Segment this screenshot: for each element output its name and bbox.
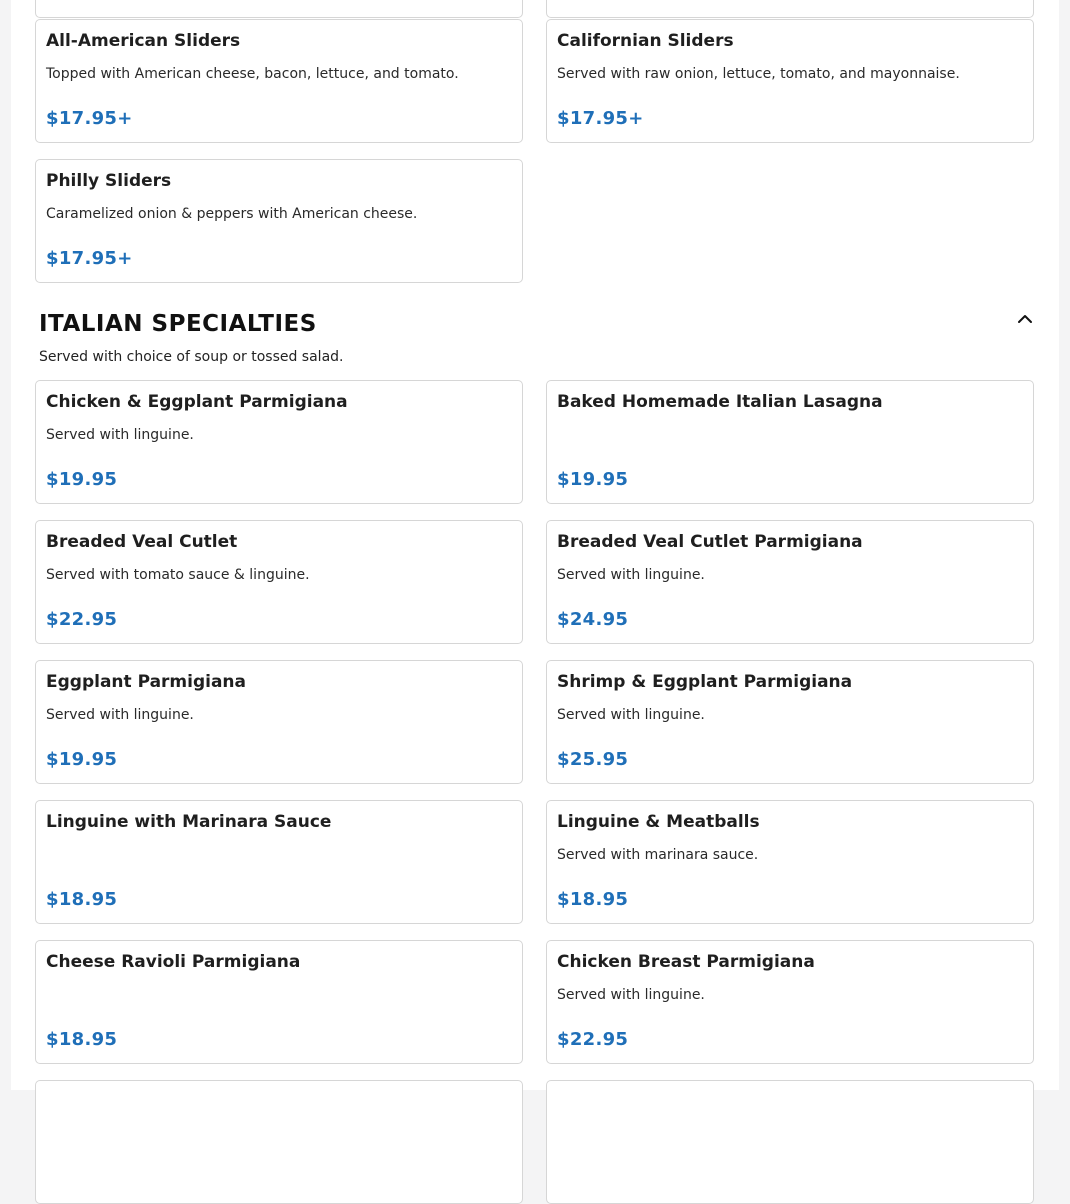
item-name: Cheese Ravioli Parmigiana [46, 952, 301, 972]
item-description: Served with linguine. [557, 567, 705, 583]
menu-item-card[interactable] [35, 520, 523, 644]
item-description: Served with linguine. [557, 707, 705, 723]
menu-item-card[interactable] [546, 520, 1034, 644]
item-description: Served with linguine. [46, 427, 194, 443]
item-name: Linguine & Meatballs [557, 812, 760, 832]
item-price: $17.95+ [557, 108, 644, 129]
item-price: $19.95 [557, 469, 629, 490]
menu-item-card[interactable] [35, 1080, 523, 1204]
item-name: Breaded Veal Cutlet Parmigiana [557, 532, 863, 552]
item-price: $19.95 [46, 749, 118, 770]
italian-specialties-grid [35, 380, 1034, 1204]
previous-items-row [35, 0, 1034, 18]
item-price: $17.95+ [46, 108, 133, 129]
item-name: Chicken Breast Parmigiana [557, 952, 815, 972]
menu-item-card[interactable] [35, 660, 523, 784]
item-name: Philly Sliders [46, 171, 172, 191]
menu-item-card[interactable] [546, 380, 1034, 504]
item-price: $18.95 [557, 889, 629, 910]
section-subtitle: Served with choice of soup or tossed salad. [39, 349, 344, 365]
sliders-grid [35, 19, 1034, 283]
menu-item-card[interactable] [35, 380, 523, 504]
item-price: $17.95+ [46, 248, 133, 269]
menu-item-card[interactable] [546, 800, 1034, 924]
menu-item-card[interactable] [546, 660, 1034, 784]
menu-item-card[interactable] [546, 19, 1034, 143]
menu-page [11, 0, 1059, 1090]
item-name: Breaded Veal Cutlet [46, 532, 238, 552]
menu-item-card[interactable] [35, 800, 523, 924]
menu-item-card[interactable] [35, 19, 523, 143]
item-name: Californian Sliders [557, 31, 734, 51]
item-name: All-American Sliders [46, 31, 241, 51]
section-title: ITALIAN SPECIALTIES [39, 311, 317, 337]
item-price: $18.95 [46, 1029, 118, 1050]
item-price: $24.95 [557, 609, 629, 630]
item-description: Served with tomato sauce & linguine. [46, 567, 310, 583]
item-price: $25.95 [557, 749, 629, 770]
item-description: Served with marinara sauce. [557, 847, 759, 863]
item-name: Shrimp & Eggplant Parmigiana [557, 672, 853, 692]
menu-item-card[interactable] [546, 0, 1034, 18]
menu-item-card[interactable] [546, 1080, 1034, 1204]
menu-item-card[interactable] [35, 940, 523, 1064]
item-name: Baked Homemade Italian Lasagna [557, 392, 883, 412]
menu-item-card[interactable] [35, 0, 523, 18]
menu-item-card[interactable] [546, 940, 1034, 1064]
item-description: Served with raw onion, lettuce, tomato, and mayonnaise. [557, 66, 960, 82]
item-name: Linguine with Marinara Sauce [46, 812, 332, 832]
item-description: Caramelized onion & peppers with American cheese. [46, 206, 418, 222]
item-name: Eggplant Parmigiana [46, 672, 247, 692]
menu-item-card[interactable] [35, 159, 523, 283]
item-price: $18.95 [46, 889, 118, 910]
chevron-up-icon[interactable] [1014, 307, 1036, 329]
item-description: Served with linguine. [557, 987, 705, 1003]
item-description: Topped with American cheese, bacon, lettuce, and tomato. [46, 66, 459, 82]
item-price: $22.95 [46, 609, 118, 630]
item-description: Served with linguine. [46, 707, 194, 723]
item-name: Chicken & Eggplant Parmigiana [46, 392, 348, 412]
item-price: $19.95 [46, 469, 118, 490]
item-price: $22.95 [557, 1029, 629, 1050]
